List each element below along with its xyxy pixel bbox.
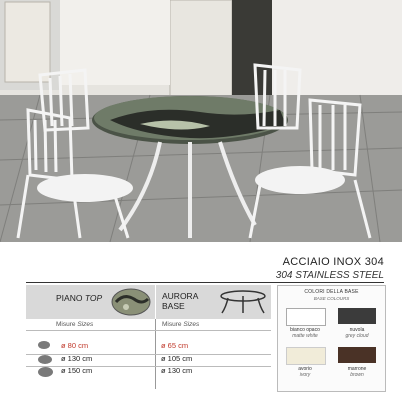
table-base-thumbnail-icon [218,289,268,315]
row-divider [26,330,271,331]
swatch-brown [338,347,376,363]
size-table [26,285,271,390]
swatch-label: bianco opaco matte white [290,327,320,339]
table-row: ø 80 cm ø 65 cm [61,341,189,350]
piano-label: PIANO TOP [56,293,103,303]
material-title [276,256,384,281]
table-row: ø 150 cm ø 130 cm [61,366,193,375]
divider [26,282,384,283]
colours-subheader: BASE COLOURS [313,296,350,301]
base-colours-panel [277,285,386,392]
title-sub: 304 STAINLESS STEEL [275,270,384,281]
swatch-ivory [286,347,326,365]
base-sizes-header: Misure Sizes [162,321,200,328]
swatch-matte-white [286,308,326,326]
swatch-label: nuvola grey cloud [345,327,369,339]
swatch-label: avorio ivory [298,366,312,378]
top-sizes-header: Misure Sizes [56,321,94,328]
title-main: ACCIAIO INOX 304 [282,256,384,268]
swatch-grey-cloud [338,308,376,324]
colours-header: COLORI DELLA BASE [304,289,359,295]
base-label: AURORA BASE [162,291,199,311]
piano-header [26,285,155,319]
swatch-label: marrone brown [347,366,367,378]
table-row: ø 130 cm ø 105 cm [61,354,193,363]
base-header [156,285,271,319]
table-top-thumbnail-icon [110,287,152,317]
